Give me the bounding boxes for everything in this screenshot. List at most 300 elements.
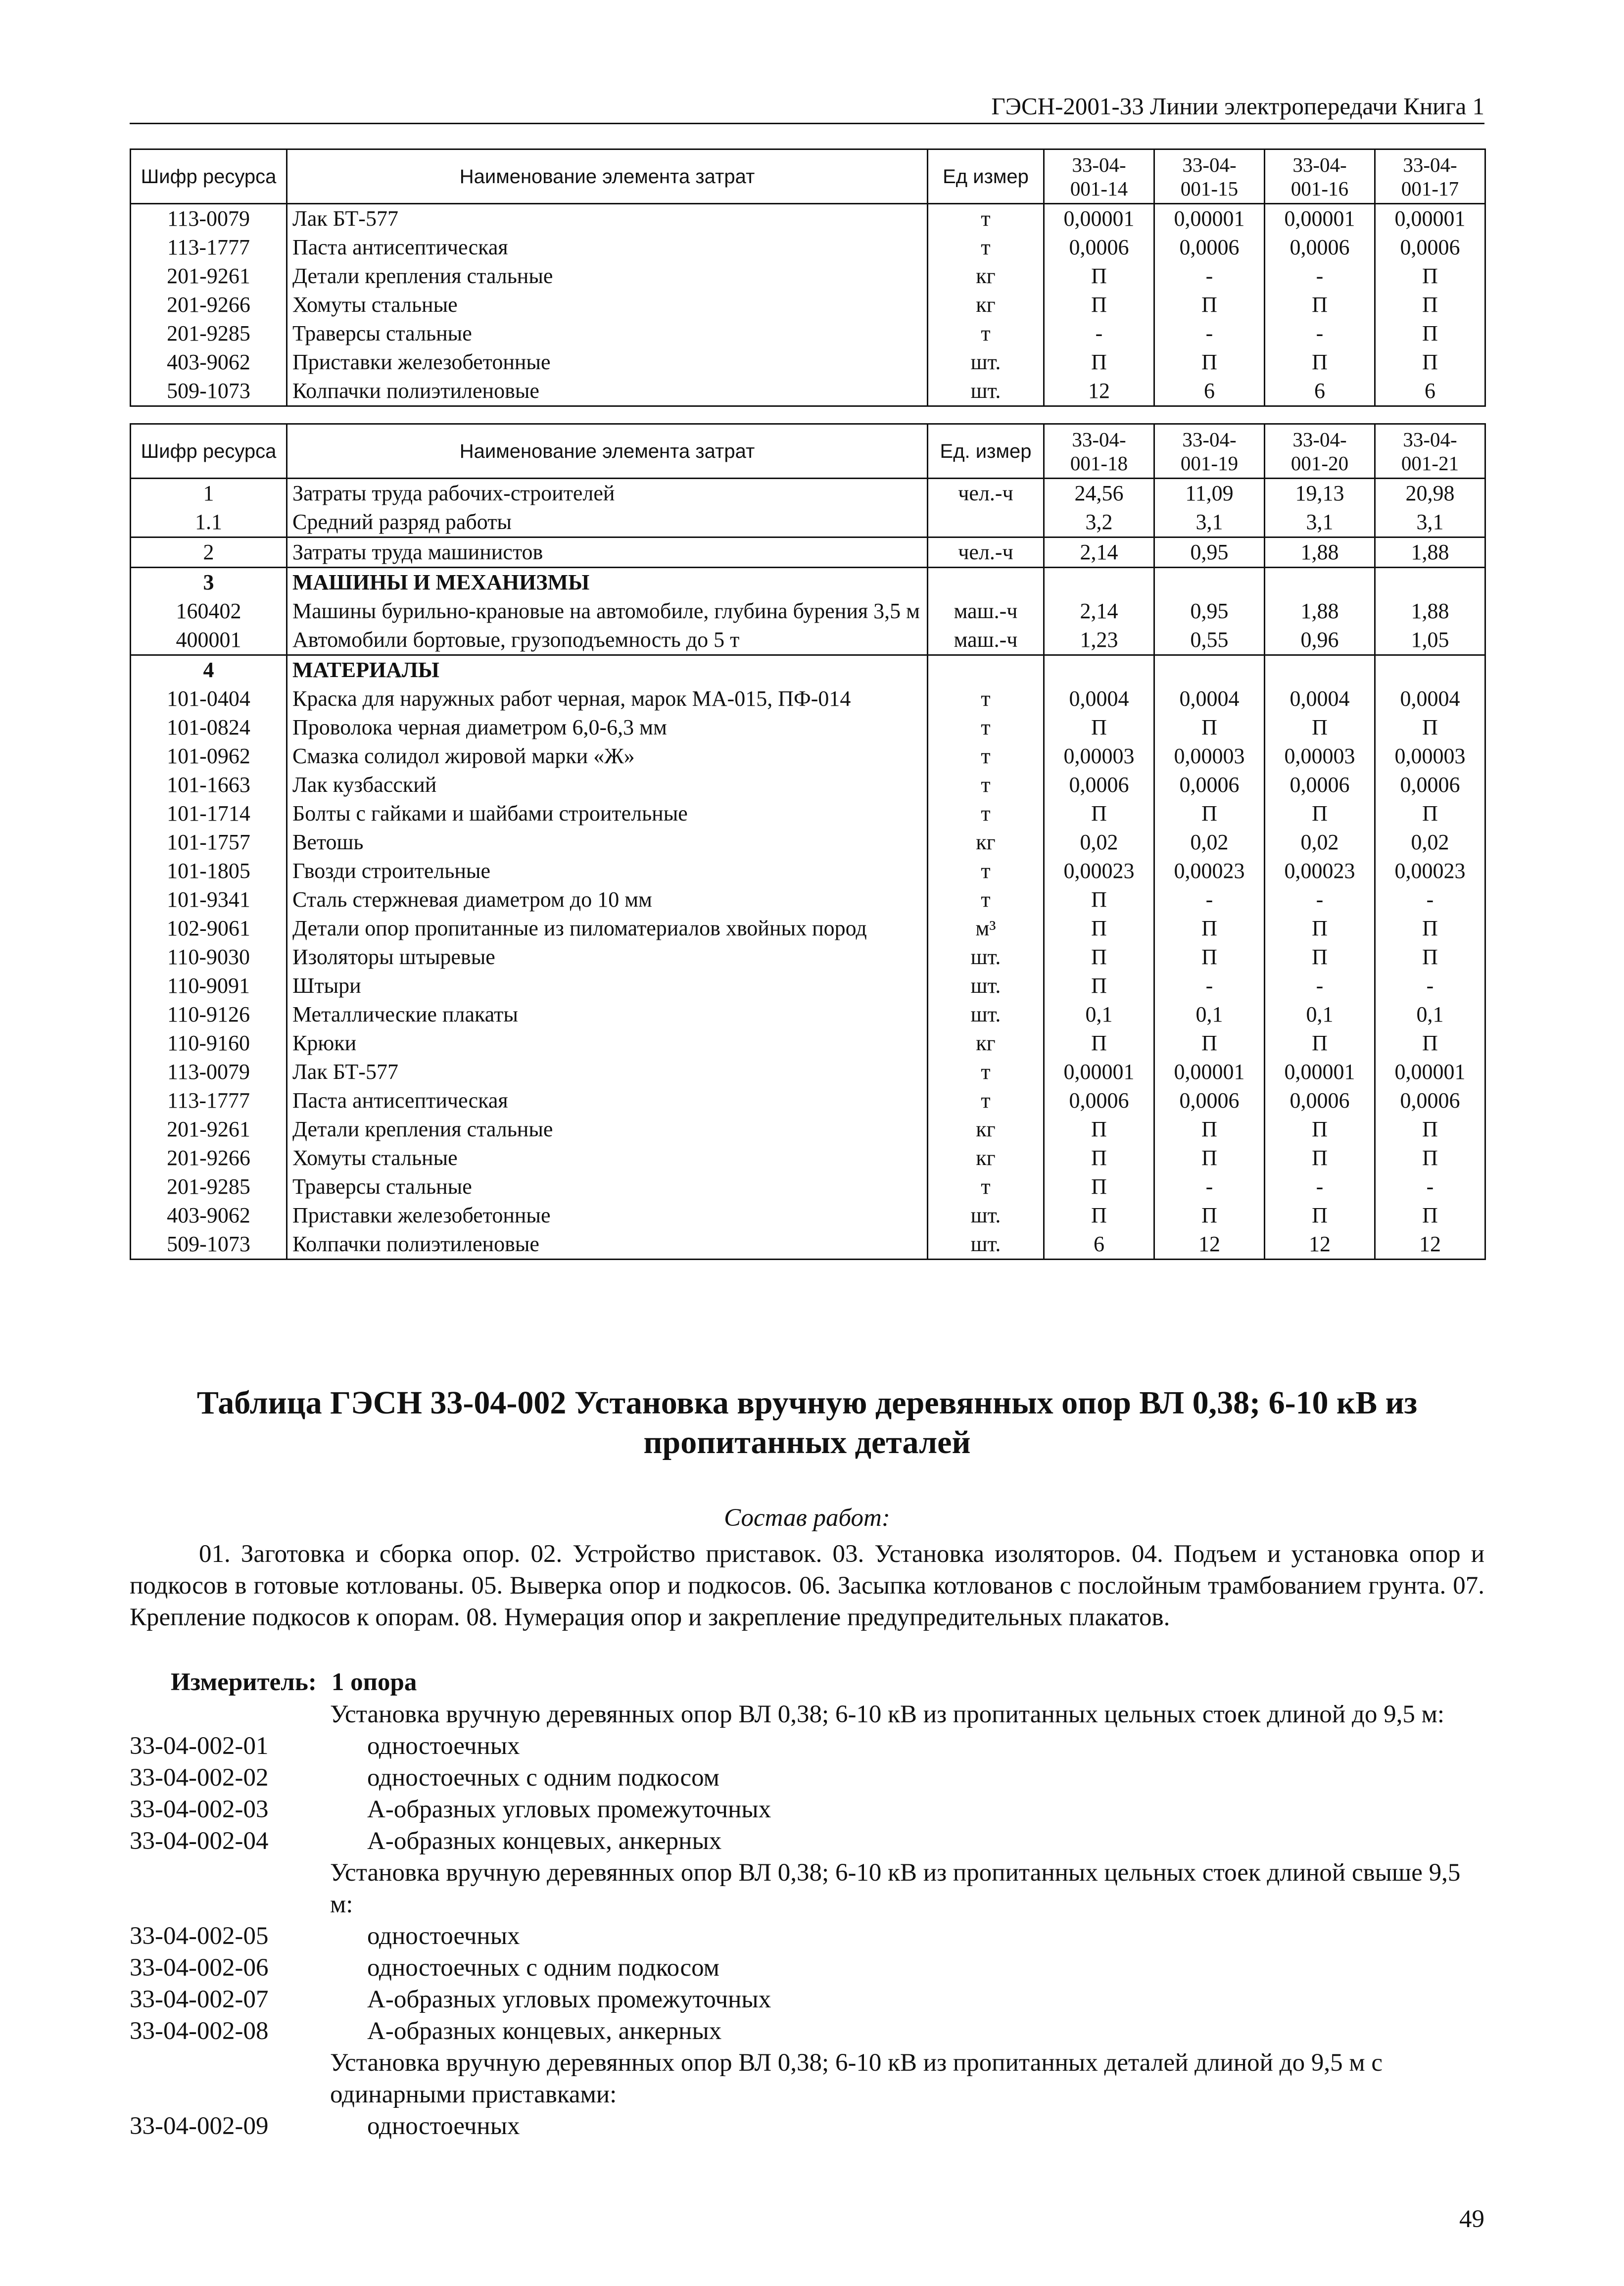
value-cell: - xyxy=(1375,885,1485,914)
measure-line xyxy=(171,1668,417,1697)
measure-value: 1 опора xyxy=(331,1668,417,1696)
unit-cell: т xyxy=(928,1086,1044,1115)
norm-text: А-образных угловых промежуточных xyxy=(367,1986,771,2013)
resource-code: 201-9285 xyxy=(131,319,287,348)
value-cell: П xyxy=(1154,1029,1265,1058)
value-cell: 11,09 xyxy=(1154,479,1265,508)
resource-name: Смазка солидол жировой марки «Ж» xyxy=(287,742,928,771)
value-cell: 6 xyxy=(1265,377,1375,406)
value-cell: П xyxy=(1265,943,1375,972)
value-cell: 0,00023 xyxy=(1375,857,1485,885)
norm-code: 33-04-002-05 xyxy=(130,1922,269,1950)
table-row xyxy=(131,828,1485,857)
resource-name: Хомуты стальные xyxy=(287,1144,928,1172)
col-header-name: Наименование элемента затрат xyxy=(287,424,928,479)
norm-code: 33-04-002-02 xyxy=(130,1764,269,1792)
value-cell: - xyxy=(1375,1172,1485,1201)
value-cell: П xyxy=(1265,1115,1375,1144)
unit-cell: т xyxy=(928,319,1044,348)
resource-code: 3 xyxy=(131,568,287,597)
resource-code: 110-9126 xyxy=(131,1000,287,1029)
resource-name: Колпачки полиэтиленовые xyxy=(287,377,928,406)
page-number: 49 xyxy=(1459,2205,1484,2233)
resource-code: 101-1805 xyxy=(131,857,287,885)
value-cell: П xyxy=(1044,799,1154,828)
resource-code: 2 xyxy=(131,537,287,568)
value-cell: 0,0004 xyxy=(1375,684,1485,713)
value-cell: 0,0006 xyxy=(1044,1086,1154,1115)
value-cell: П xyxy=(1154,1144,1265,1172)
table-row xyxy=(131,857,1485,885)
norm-text: одностоечных xyxy=(367,2112,520,2140)
resource-code: 403-9062 xyxy=(131,348,287,377)
table-row xyxy=(131,291,1485,319)
table-row xyxy=(131,713,1485,742)
resource-code: 101-9341 xyxy=(131,885,287,914)
table-row xyxy=(131,1086,1485,1115)
resource-name: МАТЕРИАЛЫ xyxy=(287,655,928,685)
resource-code: 509-1073 xyxy=(131,377,287,406)
unit-cell: т xyxy=(928,885,1044,914)
norm-code: 33-04-002-07 xyxy=(130,1986,269,2013)
value-cell: П xyxy=(1375,1201,1485,1230)
resource-name: Затраты труда рабочих-строителей xyxy=(287,479,928,508)
value-cell: 12 xyxy=(1265,1230,1375,1260)
measure-label: Измеритель: xyxy=(171,1668,317,1696)
value-cell: П xyxy=(1154,348,1265,377)
unit-cell: шт. xyxy=(928,1230,1044,1260)
value-cell: 0,95 xyxy=(1154,537,1265,568)
value-cell: 3,2 xyxy=(1044,508,1154,537)
value-cell: 12 xyxy=(1375,1230,1485,1260)
value-cell: 19,13 xyxy=(1265,479,1375,508)
value-cell: 0,55 xyxy=(1154,626,1265,655)
value-cell: 0,02 xyxy=(1265,828,1375,857)
resource-name: Паста антисептическая xyxy=(287,233,928,262)
value-cell: П xyxy=(1375,1144,1485,1172)
value-cell: 0,00023 xyxy=(1154,857,1265,885)
value-cell: 0,00001 xyxy=(1044,204,1154,234)
unit-cell xyxy=(928,568,1044,597)
resource-code: 160402 xyxy=(131,597,287,626)
col-header-name: Наименование элемента затрат xyxy=(287,149,928,204)
value-cell: П xyxy=(1154,713,1265,742)
value-cell: П xyxy=(1375,1115,1485,1144)
col-header-norm: 33-04- 001-15 xyxy=(1154,149,1265,204)
value-cell: 0,00001 xyxy=(1265,1058,1375,1086)
value-cell xyxy=(1154,568,1265,597)
value-cell: П xyxy=(1044,1029,1154,1058)
value-cell: 1,88 xyxy=(1375,537,1485,568)
value-cell: П xyxy=(1154,914,1265,943)
resource-name: Изоляторы штыревые xyxy=(287,943,928,972)
value-cell: - xyxy=(1375,972,1485,1000)
norm-code: 33-04-002-09 xyxy=(130,2112,269,2140)
value-cell: 0,00001 xyxy=(1265,204,1375,234)
norm-item xyxy=(130,1762,1484,1794)
table-row xyxy=(131,655,1485,685)
value-cell: 0,0006 xyxy=(1375,233,1485,262)
unit-cell: т xyxy=(928,742,1044,771)
value-cell: 0,1 xyxy=(1375,1000,1485,1029)
value-cell xyxy=(1265,568,1375,597)
norm-code: 33-04-002-01 xyxy=(130,1732,269,1760)
unit-cell: т xyxy=(928,1172,1044,1201)
table-row xyxy=(131,479,1485,508)
resource-name: Машины бурильно-крановые на автомобиле, глубина бурения 3,5 м xyxy=(287,597,928,626)
norm-text: одностоечных с одним подкосом xyxy=(367,1764,719,1792)
resource-name: Автомобили бортовые, грузоподъемность до 5 т xyxy=(287,626,928,655)
resource-name: Траверсы стальные xyxy=(287,319,928,348)
unit-cell: кг xyxy=(928,291,1044,319)
value-cell: 12 xyxy=(1154,1230,1265,1260)
value-cell: - xyxy=(1265,262,1375,291)
col-header-norm: 33-04- 001-19 xyxy=(1154,424,1265,479)
value-cell: - xyxy=(1154,262,1265,291)
resource-code: 102-9061 xyxy=(131,914,287,943)
resource-code: 113-1777 xyxy=(131,233,287,262)
value-cell: 3,1 xyxy=(1154,508,1265,537)
resource-code: 113-0079 xyxy=(131,1058,287,1086)
resource-code: 201-9266 xyxy=(131,291,287,319)
value-cell: 0,95 xyxy=(1154,597,1265,626)
unit-cell: т xyxy=(928,799,1044,828)
unit-cell: маш.-ч xyxy=(928,597,1044,626)
resource-name: Приставки железобетонные xyxy=(287,1201,928,1230)
resource-code: 110-9091 xyxy=(131,972,287,1000)
resource-name: Детали опор пропитанные из пиломатериалов хвойных пород xyxy=(287,914,928,943)
table-row xyxy=(131,1115,1485,1144)
value-cell: П xyxy=(1044,262,1154,291)
resource-code: 113-0079 xyxy=(131,204,287,234)
col-header-norm: 33-04- 001-21 xyxy=(1375,424,1485,479)
norm-list xyxy=(130,1699,1484,2142)
table-row xyxy=(131,1058,1485,1086)
unit-cell xyxy=(928,508,1044,537)
value-cell: 2,14 xyxy=(1044,537,1154,568)
unit-cell: кг xyxy=(928,1029,1044,1058)
value-cell: П xyxy=(1154,291,1265,319)
value-cell: П xyxy=(1265,1029,1375,1058)
unit-cell: т xyxy=(928,1058,1044,1086)
resource-code: 101-0824 xyxy=(131,713,287,742)
value-cell: П xyxy=(1044,1144,1154,1172)
value-cell: 12 xyxy=(1044,377,1154,406)
unit-cell: кг xyxy=(928,828,1044,857)
value-cell: П xyxy=(1265,291,1375,319)
resource-code: 101-1663 xyxy=(131,771,287,799)
value-cell: П xyxy=(1044,972,1154,1000)
value-cell: П xyxy=(1265,1201,1375,1230)
value-cell: П xyxy=(1265,713,1375,742)
table-row xyxy=(131,626,1485,655)
value-cell: 0,1 xyxy=(1044,1000,1154,1029)
resource-name: Болты с гайками и шайбами строительные xyxy=(287,799,928,828)
norm-text: одностоечных xyxy=(367,1922,520,1950)
resource-name: Проволока черная диаметром 6,0-6,3 мм xyxy=(287,713,928,742)
resource-name: Хомуты стальные xyxy=(287,291,928,319)
header-title: ГЭСН-2001-33 Линии электропередачи Книга 1 xyxy=(991,93,1484,120)
value-cell: П xyxy=(1044,1115,1154,1144)
resource-name: Детали крепления стальные xyxy=(287,1115,928,1144)
value-cell: П xyxy=(1375,262,1485,291)
value-cell: П xyxy=(1154,943,1265,972)
norm-item xyxy=(130,1794,1484,1825)
norm-code: 33-04-002-04 xyxy=(130,1827,269,1855)
table-row xyxy=(131,885,1485,914)
resource-table-1 xyxy=(130,148,1486,407)
value-cell: 0,00001 xyxy=(1154,204,1265,234)
value-cell: 6 xyxy=(1044,1230,1154,1260)
resource-name: Траверсы стальные xyxy=(287,1172,928,1201)
unit-cell: чел.-ч xyxy=(928,479,1044,508)
table-row xyxy=(131,771,1485,799)
unit-cell: чел.-ч xyxy=(928,537,1044,568)
table-row xyxy=(131,262,1485,291)
value-cell: 0,00003 xyxy=(1154,742,1265,771)
value-cell: П xyxy=(1154,1115,1265,1144)
value-cell: - xyxy=(1154,972,1265,1000)
value-cell: П xyxy=(1044,914,1154,943)
value-cell xyxy=(1375,655,1485,685)
value-cell: 0,00003 xyxy=(1375,742,1485,771)
value-cell: 0,00001 xyxy=(1375,204,1485,234)
resource-name: Колпачки полиэтиленовые xyxy=(287,1230,928,1260)
table-row xyxy=(131,568,1485,597)
value-cell: П xyxy=(1154,1201,1265,1230)
value-cell: П xyxy=(1375,1029,1485,1058)
resource-code: 101-1757 xyxy=(131,828,287,857)
unit-cell: т xyxy=(928,233,1044,262)
unit-cell xyxy=(928,655,1044,685)
value-cell: 0,02 xyxy=(1044,828,1154,857)
resource-code: 101-0404 xyxy=(131,684,287,713)
value-cell: 0,0006 xyxy=(1154,233,1265,262)
value-cell: 1,23 xyxy=(1044,626,1154,655)
value-cell: 0,1 xyxy=(1154,1000,1265,1029)
norm-item xyxy=(130,1920,1484,1952)
norm-item xyxy=(130,2015,1484,2047)
value-cell: - xyxy=(1265,972,1375,1000)
value-cell xyxy=(1044,568,1154,597)
norm-item xyxy=(130,1984,1484,2015)
unit-cell: шт. xyxy=(928,943,1044,972)
norm-text: одностоечных xyxy=(367,1732,520,1760)
value-cell: 0,0006 xyxy=(1154,771,1265,799)
table-header-row xyxy=(131,424,1485,479)
value-cell: П xyxy=(1044,1201,1154,1230)
col-header-unit: Ед. измер xyxy=(928,424,1044,479)
resource-name: Затраты труда машинистов xyxy=(287,537,928,568)
unit-cell: т xyxy=(928,713,1044,742)
norm-group-heading xyxy=(130,1857,1484,1920)
table-header-row xyxy=(131,149,1485,204)
value-cell: 0,00023 xyxy=(1265,857,1375,885)
norm-text: А-образных концевых, анкерных xyxy=(367,2017,722,2045)
col-header-code: Шифр ресурса xyxy=(131,149,287,204)
value-cell: П xyxy=(1375,914,1485,943)
table-row xyxy=(131,597,1485,626)
unit-cell: т xyxy=(928,771,1044,799)
norm-code: 33-04-002-06 xyxy=(130,1954,269,1982)
resource-code: 201-9261 xyxy=(131,262,287,291)
table-row xyxy=(131,1000,1485,1029)
value-cell: П xyxy=(1265,914,1375,943)
composition-label: Состав работ: xyxy=(724,1504,890,1532)
norm-group-heading xyxy=(130,2047,1484,2110)
table-row xyxy=(131,319,1485,348)
unit-cell: т xyxy=(928,857,1044,885)
table-row xyxy=(131,204,1485,234)
unit-cell: шт. xyxy=(928,1000,1044,1029)
value-cell: 0,0004 xyxy=(1154,684,1265,713)
table-row xyxy=(131,1029,1485,1058)
value-cell: 0,00001 xyxy=(1375,1058,1485,1086)
col-header-norm: 33-04- 001-17 xyxy=(1375,149,1485,204)
norm-text: А-образных концевых, анкерных xyxy=(367,1827,722,1855)
value-cell: 0,0006 xyxy=(1044,771,1154,799)
resource-code: 101-0962 xyxy=(131,742,287,771)
value-cell: П xyxy=(1375,799,1485,828)
unit-cell: кг xyxy=(928,1144,1044,1172)
resource-code: 113-1777 xyxy=(131,1086,287,1115)
table-row xyxy=(131,742,1485,771)
value-cell: 6 xyxy=(1154,377,1265,406)
value-cell: П xyxy=(1044,713,1154,742)
unit-cell: маш.-ч xyxy=(928,626,1044,655)
running-header xyxy=(130,88,1484,124)
col-header-code: Шифр ресурса xyxy=(131,424,287,479)
resource-code: 403-9062 xyxy=(131,1201,287,1230)
resource-code: 4 xyxy=(131,655,287,685)
section-title: Таблица ГЭСН 33-04-002 Установка вручную деревянных опор ВЛ 0,38; 6-10 кВ из пропитанных деталей xyxy=(196,1385,1418,1460)
value-cell: 0,0006 xyxy=(1375,1086,1485,1115)
table-row xyxy=(131,972,1485,1000)
value-cell: 0,00023 xyxy=(1044,857,1154,885)
value-cell: 3,1 xyxy=(1375,508,1485,537)
value-cell: - xyxy=(1265,885,1375,914)
table-row xyxy=(131,943,1485,972)
value-cell: 1,05 xyxy=(1375,626,1485,655)
resource-code: 509-1073 xyxy=(131,1230,287,1260)
value-cell: 0,00001 xyxy=(1044,1058,1154,1086)
unit-cell: шт. xyxy=(928,1201,1044,1230)
value-cell: П xyxy=(1044,1172,1154,1201)
value-cell: 1,88 xyxy=(1265,597,1375,626)
value-cell: 0,00003 xyxy=(1044,742,1154,771)
value-cell: 0,1 xyxy=(1265,1000,1375,1029)
unit-cell: шт. xyxy=(928,377,1044,406)
value-cell: П xyxy=(1265,348,1375,377)
value-cell xyxy=(1044,655,1154,685)
norm-code: 33-04-002-03 xyxy=(130,1796,269,1823)
col-header-norm: 33-04- 001-20 xyxy=(1265,424,1375,479)
col-header-norm: 33-04- 001-14 xyxy=(1044,149,1154,204)
resource-code: 110-9160 xyxy=(131,1029,287,1058)
value-cell: 0,0006 xyxy=(1265,233,1375,262)
value-cell: - xyxy=(1044,319,1154,348)
value-cell: 20,98 xyxy=(1375,479,1485,508)
resource-code: 201-9261 xyxy=(131,1115,287,1144)
resource-name: МАШИНЫ И МЕХАНИЗМЫ xyxy=(287,568,928,597)
resource-name: Гвозди строительные xyxy=(287,857,928,885)
value-cell: П xyxy=(1375,713,1485,742)
value-cell xyxy=(1265,655,1375,685)
resource-name: Паста антисептическая xyxy=(287,1086,928,1115)
value-cell: П xyxy=(1044,291,1154,319)
value-cell: - xyxy=(1265,319,1375,348)
norm-group-heading xyxy=(130,1699,1484,1730)
value-cell: 6 xyxy=(1375,377,1485,406)
norm-item xyxy=(130,1730,1484,1762)
resource-code: 101-1714 xyxy=(131,799,287,828)
resource-name: Краска для наружных работ черная, марок МА-015, ПФ-014 xyxy=(287,684,928,713)
col-header-unit: Ед измер xyxy=(928,149,1044,204)
resource-name: Ветошь xyxy=(287,828,928,857)
value-cell xyxy=(1154,655,1265,685)
value-cell: 0,02 xyxy=(1375,828,1485,857)
norm-text: Установка вручную деревянных опор ВЛ 0,38; 6-10 кВ из пропитанных цельных стоек длиной свыше 9,5 м: xyxy=(330,1859,1461,1918)
table-row xyxy=(131,1172,1485,1201)
value-cell: П xyxy=(1375,943,1485,972)
table-row xyxy=(131,1230,1485,1260)
resource-code: 201-9266 xyxy=(131,1144,287,1172)
value-cell: 0,0004 xyxy=(1265,684,1375,713)
value-cell: 0,02 xyxy=(1154,828,1265,857)
value-cell: 1,88 xyxy=(1375,597,1485,626)
resource-code: 1 xyxy=(131,479,287,508)
table-row xyxy=(131,799,1485,828)
value-cell: П xyxy=(1044,943,1154,972)
norm-code xyxy=(130,2047,330,2110)
unit-cell: шт. xyxy=(928,972,1044,1000)
value-cell: - xyxy=(1265,1172,1375,1201)
composition-text: 01. Заготовка и сборка опор. 02. Устройство приставок. 03. Установка изоляторов. 04. Подъем и установка опор и подкосов в готовые котлованы. 05. Выверка опор и подкосов. 06. Засыпка котлованов с послойным трамбованием грунта. 07. Крепление подкосов к опорам. 08. Нумерация опор и закрепление предупредительных плакатов. xyxy=(130,1540,1484,1631)
value-cell: 24,56 xyxy=(1044,479,1154,508)
norm-item xyxy=(130,1825,1484,1857)
norm-text: Установка вручную деревянных опор ВЛ 0,38; 6-10 кВ из пропитанных деталей длиной до 9,5 м с одинарными приставками: xyxy=(330,2049,1383,2108)
table-row xyxy=(131,684,1485,713)
unit-cell: т xyxy=(928,684,1044,713)
value-cell: П xyxy=(1044,885,1154,914)
resource-name: Лак кузбасский xyxy=(287,771,928,799)
unit-cell: м³ xyxy=(928,914,1044,943)
norm-text: Установка вручную деревянных опор ВЛ 0,38; 6-10 кВ из пропитанных цельных стоек длиной до 9,5 м: xyxy=(330,1701,1445,1728)
value-cell: П xyxy=(1375,319,1485,348)
table-row xyxy=(131,508,1485,537)
resource-name: Металлические плакаты xyxy=(287,1000,928,1029)
value-cell: 0,96 xyxy=(1265,626,1375,655)
value-cell: 0,0006 xyxy=(1265,771,1375,799)
table-row xyxy=(131,377,1485,406)
norm-text: одностоечных с одним подкосом xyxy=(367,1954,719,1982)
value-cell: 0,00001 xyxy=(1154,1058,1265,1086)
norm-code xyxy=(130,1699,330,1730)
resource-code: 1.1 xyxy=(131,508,287,537)
table-row xyxy=(131,233,1485,262)
value-cell: П xyxy=(1154,799,1265,828)
unit-cell: кг xyxy=(928,1115,1044,1144)
col-header-norm: 33-04- 001-16 xyxy=(1265,149,1375,204)
value-cell: П xyxy=(1044,348,1154,377)
norm-item xyxy=(130,2110,1484,2142)
unit-cell: кг xyxy=(928,262,1044,291)
value-cell: 0,00003 xyxy=(1265,742,1375,771)
table-row xyxy=(131,537,1485,568)
col-header-norm: 33-04- 001-18 xyxy=(1044,424,1154,479)
resource-name: Лак БТ-577 xyxy=(287,204,928,234)
value-cell: П xyxy=(1265,1144,1375,1172)
